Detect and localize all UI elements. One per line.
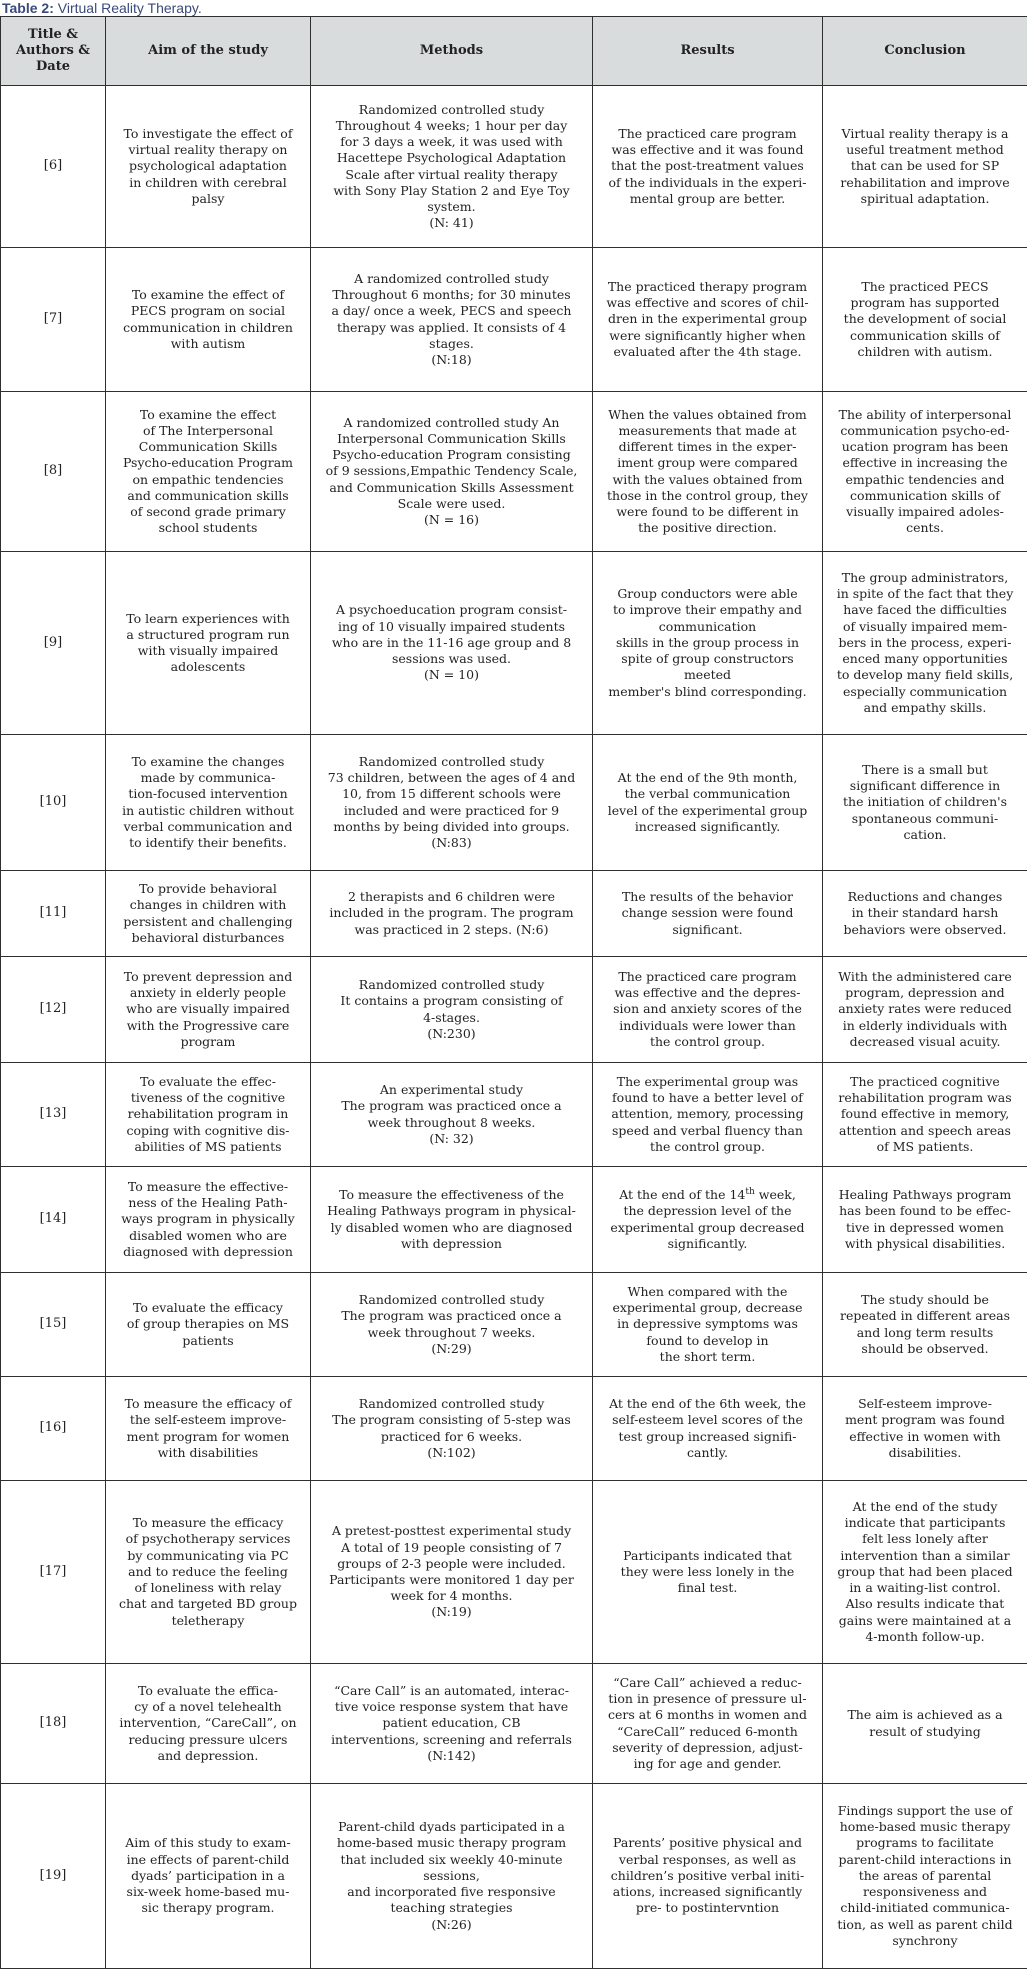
caption-label: Table 2: <box>2 0 54 16</box>
conclusion-cell: Healing Pathways program has been found to be effec- tive in depressed women with physical disabilities. <box>823 1167 1027 1273</box>
table-row <box>1 1167 1027 1273</box>
methods-cell: An experimental study The program was practiced once a week throughout 8 weeks. (N: 32) <box>311 1063 593 1167</box>
aim-cell: To evaluate the efficacy of group therapies on MS patients <box>106 1273 311 1377</box>
conclusion-cell: The group administrators, in spite of the fact that they have faced the difficulties of visually impaired mem- bers in the process, experi- enced many opportunities to develop many field skills, especially communication and empathy skills. <box>823 552 1027 735</box>
table-row <box>1 735 1027 871</box>
methods-cell: Randomized controlled study It contains a program consisting of 4-stages. (N:230) <box>311 957 593 1063</box>
methods-cell: Randomized controlled study The program consisting of 5-step was practiced for 6 weeks. (N:102) <box>311 1377 593 1481</box>
table-row <box>1 1664 1027 1784</box>
aim-cell: To evaluate the effec- tiveness of the cognitive rehabilitation program in coping with cognitive dis- abilities of MS patients <box>106 1063 311 1167</box>
aim-cell: To examine the effect of The Interpersonal Communication Skills Psycho-education Program on empathic tendencies and communication skills of second grade primary school students <box>106 392 311 552</box>
methods-cell: A randomized controlled study An Interpersonal Communication Skills Psycho-education Program consisting of 9 sessions,Empathic Tendency Scale, and Communication Skills Assessment Scale were used. (N = 16) <box>311 392 593 552</box>
header-conclusion: Conclusion <box>823 17 1027 86</box>
table-row <box>1 1273 1027 1377</box>
conclusion-cell: Reductions and changes in their standard harsh behaviors were observed. <box>823 871 1027 957</box>
header-methods: Methods <box>311 17 593 86</box>
results-cell <box>593 1167 823 1273</box>
results-text-start: At the end of the 14 <box>619 1187 746 1203</box>
results-cell: The experimental group was found to have a better level of attention, memory, processing speed and verbal fluency than the control group. <box>593 1063 823 1167</box>
aim-cell: To provide behavioral changes in children with persistent and challenging behavioral disturbances <box>106 871 311 957</box>
results-cell: The practiced care program was effective and it was found that the post-treatment values of the individuals in the experi- mental group are better. <box>593 86 823 248</box>
aim-cell: To evaluate the effica- cy of a novel telehealth intervention, “CareCall”, on reducing pressure ulcers and depression. <box>106 1664 311 1784</box>
ordinal-suffix: th <box>745 1186 755 1197</box>
ref-cell: [16] <box>1 1377 106 1481</box>
table-row <box>1 86 1027 248</box>
conclusion-cell: The study should be repeated in different areas and long term results should be observed. <box>823 1273 1027 1377</box>
aim-cell: To measure the efficacy of the self-esteem improve- ment program for women with disabilities <box>106 1377 311 1481</box>
table-row <box>1 1377 1027 1481</box>
table-row <box>1 1063 1027 1167</box>
conclusion-cell: Virtual reality therapy is a useful treatment method that can be used for SP rehabilitation and improve spiritual adaptation. <box>823 86 1027 248</box>
ref-cell: [12] <box>1 957 106 1063</box>
methods-cell: A psychoeducation program consist- ing of 10 visually impaired students who are in the 11-16 age group and 8 sessions was used. (N = 10) <box>311 552 593 735</box>
table-row <box>1 1784 1027 1969</box>
header-row <box>1 17 1027 86</box>
ref-cell: [7] <box>1 248 106 392</box>
methods-cell: Randomized controlled study The program was practiced once a week throughout 7 weeks. (N:29) <box>311 1273 593 1377</box>
aim-cell: To prevent depression and anxiety in elderly people who are visually impaired with the Progressive care program <box>106 957 311 1063</box>
conclusion-cell: Self-esteem improve- ment program was found effective in women with disabilities. <box>823 1377 1027 1481</box>
results-cell: The results of the behavior change session were found significant. <box>593 871 823 957</box>
methods-cell: Parent-child dyads participated in a home-based music therapy program that included six weekly 40-minute sessions, and incorporated five responsive teaching strategies (N:26) <box>311 1784 593 1969</box>
conclusion-cell: The practiced cognitive rehabilitation program was found effective in memory, attention and speech areas of MS patients. <box>823 1063 1027 1167</box>
table-row <box>1 871 1027 957</box>
ref-cell: [13] <box>1 1063 106 1167</box>
methods-cell: 2 therapists and 6 children were included in the program. The program was practiced in 2 steps. (N:6) <box>311 871 593 957</box>
aim-cell: To learn experiences with a structured program run with visually impaired adolescents <box>106 552 311 735</box>
methods-cell: A randomized controlled study Throughout 6 months; for 30 minutes a day/ once a week, PECS and speech therapy was applied. It consists of 4 stages. (N:18) <box>311 248 593 392</box>
ref-cell: [15] <box>1 1273 106 1377</box>
virtual-reality-therapy-table <box>0 16 1027 1969</box>
conclusion-cell: Findings support the use of home-based music therapy programs to facilitate parent-child interactions in the areas of parental responsiveness and child-initiated communica- tion, as well as parent child synchrony <box>823 1784 1027 1969</box>
methods-cell: A pretest-posttest experimental study A total of 19 people consisting of 7 groups of 2-3 people were included. Participants were monitored 1 day per week for 4 months. (N:19) <box>311 1481 593 1664</box>
methods-cell: Randomized controlled study Throughout 4 weeks; 1 hour per day for 3 days a week, it was used with Hacettepe Psychological Adaptation Scale after virtual reality therapy with Sony Play Station 2 and Eye Toy system. (N: 41) <box>311 86 593 248</box>
results-cell: The practiced care program was effective and the depres- sion and anxiety scores of the individuals were lower than the control group. <box>593 957 823 1063</box>
ref-cell: [9] <box>1 552 106 735</box>
ref-cell: [10] <box>1 735 106 871</box>
conclusion-cell: The ability of interpersonal communication psycho-ed- ucation program has been effective in increasing the empathic tendencies and communication skills of visually impaired adoles- cents. <box>823 392 1027 552</box>
aim-cell: To measure the efficacy of psychotherapy services by communicating via PC and to reduce the feeling of loneliness with relay chat and targeted BD group teletherapy <box>106 1481 311 1664</box>
methods-cell: To measure the effectiveness of the Healing Pathways program in physical- ly disabled women who are diagnosed with depression <box>311 1167 593 1273</box>
conclusion-cell: With the administered care program, depression and anxiety rates were reduced in elderly individuals with decreased visual acuity. <box>823 957 1027 1063</box>
table-row <box>1 957 1027 1063</box>
ref-cell: [17] <box>1 1481 106 1664</box>
header-title-authors-date: Title & Authors & Date <box>1 17 106 86</box>
ref-cell: [11] <box>1 871 106 957</box>
results-cell: At the end of the 9th month, the verbal communication level of the experimental group increased significantly. <box>593 735 823 871</box>
aim-cell: To measure the effective- ness of the Healing Path- ways program in physically disabled women who are diagnosed with depression <box>106 1167 311 1273</box>
header-aim: Aim of the study <box>106 17 311 86</box>
aim-cell: Aim of this study to exam- ine effects of parent-child dyads’ participation in a six-week home-based mu- sic therapy program. <box>106 1784 311 1969</box>
aim-cell: To examine the effect of PECS program on social communication in children with autism <box>106 248 311 392</box>
results-cell: Group conductors were able to improve their empathy and communication skills in the group process in spite of group constructors meeted member's blind corresponding. <box>593 552 823 735</box>
conclusion-cell: There is a small but significant difference in the initiation of children's spontaneous communi- cation. <box>823 735 1027 871</box>
conclusion-cell: The aim is achieved as a result of studying <box>823 1664 1027 1784</box>
ref-cell: [6] <box>1 86 106 248</box>
methods-cell: “Care Call” is an automated, interac- tive voice response system that have patient education, CB interventions, screening and referrals (N:142) <box>311 1664 593 1784</box>
results-text-end: week, the depression level of the experimental group decreased significantly. <box>610 1187 805 1251</box>
results-cell: The practiced therapy program was effective and scores of chil- dren in the experimental group were significantly higher when evaluated after the 4th stage. <box>593 248 823 392</box>
results-cell: When compared with the experimental group, decrease in depressive symptoms was found to develop in the short term. <box>593 1273 823 1377</box>
header-results: Results <box>593 17 823 86</box>
ref-cell: [14] <box>1 1167 106 1273</box>
table-caption <box>0 0 1027 16</box>
aim-cell: To investigate the effect of virtual reality therapy on psychological adaptation in children with cerebral palsy <box>106 86 311 248</box>
ref-cell: [19] <box>1 1784 106 1969</box>
conclusion-cell: The practiced PECS program has supported the development of social communication skills of children with autism. <box>823 248 1027 392</box>
caption-title: Virtual Reality Therapy. <box>57 0 202 16</box>
table-row <box>1 1481 1027 1664</box>
table-row <box>1 392 1027 552</box>
aim-cell: To examine the changes made by communica- tion-focused intervention in autistic children without verbal communication and to identify their benefits. <box>106 735 311 871</box>
ref-cell: [18] <box>1 1664 106 1784</box>
results-cell: When the values obtained from measurements that made at different times in the exper- iment group were compared with the values obtained from those in the control group, they were found to be different in the positive direction. <box>593 392 823 552</box>
methods-cell: Randomized controlled study 73 children, between the ages of 4 and 10, from 15 different schools were included and were practiced for 9 months by being divided into groups. (N:83) <box>311 735 593 871</box>
results-cell: “Care Call” achieved a reduc- tion in presence of pressure ul- cers at 6 months in women and “CareCall” reduced 6-month severity of depression, adjust- ing for age and gender. <box>593 1664 823 1784</box>
results-cell: Parents’ positive physical and verbal responses, as well as children’s positive verbal initi- ations, increased significantly pre- to postintervntion <box>593 1784 823 1969</box>
table-row <box>1 248 1027 392</box>
table-row <box>1 552 1027 735</box>
conclusion-cell: At the end of the study indicate that participants felt less lonely after intervention than a similar group that had been placed in a waiting-list control. Also results indicate that gains were maintained at a 4-month follow-up. <box>823 1481 1027 1664</box>
ref-cell: [8] <box>1 392 106 552</box>
results-cell: Participants indicated that they were less lonely in the final test. <box>593 1481 823 1664</box>
results-cell: At the end of the 6th week, the self-esteem level scores of the test group increased signifi- cantly. <box>593 1377 823 1481</box>
